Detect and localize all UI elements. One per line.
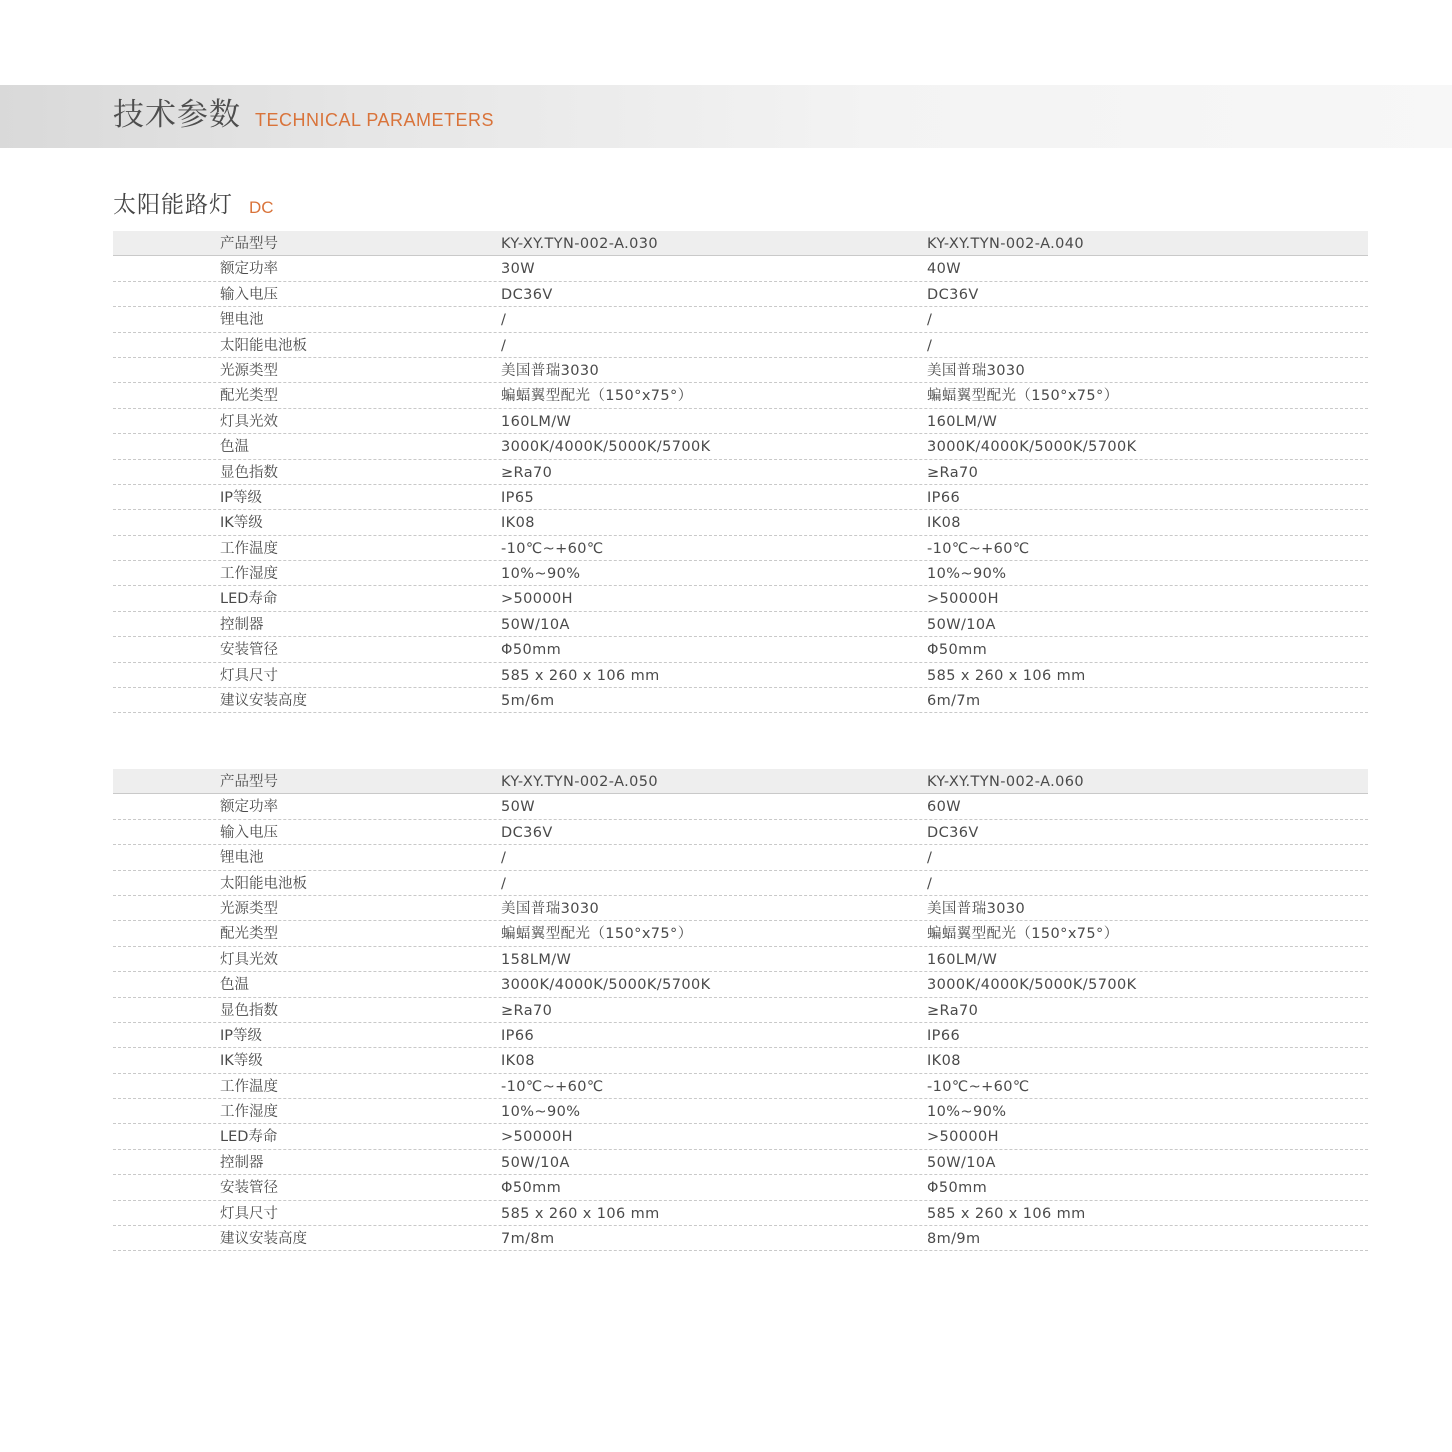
spec-label: 控制器 — [220, 616, 264, 633]
table-row — [113, 282, 1368, 307]
table-row — [113, 972, 1368, 997]
spec-table-1 — [113, 231, 1368, 713]
spec-value-b: IK08 — [927, 515, 961, 532]
spec-value-b: 3000K/4000K/5000K/5700K — [927, 977, 1137, 994]
spec-value-a: 5m/6m — [501, 693, 555, 710]
spec-value-b: Φ50mm — [927, 1180, 988, 1197]
spec-label: 安装管径 — [220, 642, 278, 659]
page-title-english: TECHNICAL PARAMETERS — [255, 110, 495, 130]
table-row — [113, 1201, 1368, 1226]
spec-value-a: ≥Ra70 — [501, 1002, 553, 1019]
spec-value-a: IK08 — [501, 515, 535, 532]
table-row — [113, 409, 1368, 434]
spec-label: 太阳能电池板 — [220, 337, 307, 354]
spec-label: LED寿命 — [220, 1129, 278, 1146]
table-row — [113, 1226, 1368, 1251]
table-row — [113, 485, 1368, 510]
spec-label: 安装管径 — [220, 1180, 278, 1197]
spec-value-a: / — [501, 312, 507, 329]
spec-value-b: 蝙蝠翼型配光（150°x75°） — [927, 926, 1119, 943]
spec-value-a: / — [501, 850, 507, 867]
spec-value-b: -10℃~+60℃ — [927, 1078, 1030, 1095]
table-row — [113, 1175, 1368, 1200]
spec-label: 建议安装高度 — [220, 693, 307, 710]
spec-value-a: 160LM/W — [501, 413, 572, 430]
table-row — [113, 871, 1368, 896]
spec-value-b: 40W — [927, 261, 961, 278]
spec-value-a: IK08 — [501, 1053, 535, 1070]
table-row — [113, 1124, 1368, 1149]
spec-value-b: 6m/7m — [927, 693, 981, 710]
spec-value-b: / — [927, 312, 933, 329]
table-row — [113, 460, 1368, 485]
spec-label: 灯具尺寸 — [220, 667, 278, 684]
spec-value-b: 60W — [927, 799, 961, 816]
spec-label: IK等级 — [220, 515, 263, 532]
spec-value-b: 50W/10A — [927, 1154, 996, 1171]
table-header-row — [113, 231, 1368, 256]
spec-value-b: -10℃~+60℃ — [927, 540, 1030, 557]
spec-value-b: IK08 — [927, 1053, 961, 1070]
section-title: 太阳能路灯 — [113, 192, 233, 218]
table-row — [113, 1099, 1368, 1124]
table-row — [113, 688, 1368, 713]
spec-label: 控制器 — [220, 1154, 264, 1171]
spec-value-a: 50W/10A — [501, 616, 570, 633]
spec-value-b: 10%~90% — [927, 566, 1007, 583]
spec-value-a: Φ50mm — [501, 1180, 562, 1197]
spec-label: 灯具光效 — [220, 413, 278, 430]
spec-value-a: 30W — [501, 261, 535, 278]
spec-value-b: 蝙蝠翼型配光（150°x75°） — [927, 388, 1119, 405]
spec-value-b: IP66 — [927, 489, 961, 506]
spec-value-b: 10%~90% — [927, 1104, 1007, 1121]
table-row — [113, 1023, 1368, 1048]
table-row — [113, 921, 1368, 946]
table-header-row — [113, 769, 1368, 794]
spec-label: 产品型号 — [220, 236, 278, 252]
spec-label: 色温 — [220, 439, 249, 456]
spec-label: 产品型号 — [220, 774, 278, 790]
spec-value-a: 3000K/4000K/5000K/5700K — [501, 977, 711, 994]
table-row — [113, 794, 1368, 819]
spec-label: 光源类型 — [220, 362, 278, 379]
table-row — [113, 536, 1368, 561]
spec-label: 建议安装高度 — [220, 1231, 307, 1248]
spec-value-b: 160LM/W — [927, 951, 998, 968]
spec-label: 工作湿度 — [220, 566, 278, 583]
spec-value-a: 50W/10A — [501, 1154, 570, 1171]
table-row — [113, 586, 1368, 611]
spec-value-b: 8m/9m — [927, 1231, 981, 1248]
spec-value-a: IP66 — [501, 1027, 535, 1044]
spec-label: 额定功率 — [220, 261, 278, 278]
spec-value-b: 50W/10A — [927, 616, 996, 633]
spec-label: 锂电池 — [220, 312, 264, 329]
spec-value-a: 158LM/W — [501, 951, 572, 968]
spec-label: LED寿命 — [220, 591, 278, 608]
spec-value-b: ≥Ra70 — [927, 1002, 979, 1019]
spec-value-b: 585 x 260 x 106 mm — [927, 667, 1086, 684]
spec-value-a: 50W — [501, 799, 535, 816]
spec-label: 工作温度 — [220, 1078, 278, 1095]
spec-value-a: 585 x 260 x 106 mm — [501, 667, 660, 684]
spec-value-a: KY-XY.TYN-002-A.050 — [501, 774, 659, 790]
spec-value-a: DC36V — [501, 286, 553, 303]
spec-value-b: KY-XY.TYN-002-A.040 — [927, 236, 1085, 252]
spec-label: 色温 — [220, 977, 249, 994]
spec-label: 配光类型 — [220, 926, 278, 943]
table-row — [113, 845, 1368, 870]
table-row — [113, 896, 1368, 921]
spec-value-a: >50000H — [501, 591, 573, 608]
spec-label: IP等级 — [220, 489, 263, 506]
spec-value-a: / — [501, 875, 507, 892]
spec-value-b: / — [927, 850, 933, 867]
spec-label: 配光类型 — [220, 388, 278, 405]
spec-label: IP等级 — [220, 1027, 263, 1044]
spec-value-b: 美国普瑞3030 — [927, 900, 1026, 917]
spec-value-a: 7m/8m — [501, 1231, 555, 1248]
spec-value-b: IP66 — [927, 1027, 961, 1044]
spec-label: 太阳能电池板 — [220, 875, 307, 892]
spec-value-b: KY-XY.TYN-002-A.060 — [927, 774, 1085, 790]
spec-value-b: DC36V — [927, 824, 979, 841]
table-row — [113, 256, 1368, 281]
table-row — [113, 383, 1368, 408]
spec-label: 输入电压 — [220, 824, 278, 841]
table-row — [113, 333, 1368, 358]
section-tag: DC — [249, 198, 274, 217]
spec-value-a: 蝙蝠翼型配光（150°x75°） — [501, 926, 693, 943]
table-row — [113, 663, 1368, 688]
spec-value-a: 美国普瑞3030 — [501, 900, 600, 917]
spec-label: 工作湿度 — [220, 1104, 278, 1121]
spec-value-b: 3000K/4000K/5000K/5700K — [927, 439, 1137, 456]
spec-label: 光源类型 — [220, 900, 278, 917]
table-row — [113, 1150, 1368, 1175]
spec-label: 额定功率 — [220, 799, 278, 816]
table-row — [113, 1074, 1368, 1099]
spec-value-a: >50000H — [501, 1129, 573, 1146]
table-row — [113, 1048, 1368, 1073]
spec-label: 显色指数 — [220, 1002, 278, 1019]
spec-label: 输入电压 — [220, 286, 278, 303]
spec-value-a: -10℃~+60℃ — [501, 1078, 604, 1095]
spec-value-b: >50000H — [927, 1129, 999, 1146]
spec-value-a: 10%~90% — [501, 566, 581, 583]
spec-value-b: Φ50mm — [927, 642, 988, 659]
spec-value-b: ≥Ra70 — [927, 464, 979, 481]
spec-value-b: / — [927, 337, 933, 354]
table-row — [113, 307, 1368, 332]
table-row — [113, 612, 1368, 637]
spec-value-b: 美国普瑞3030 — [927, 362, 1026, 379]
spec-value-b: 585 x 260 x 106 mm — [927, 1205, 1086, 1222]
spec-value-a: DC36V — [501, 824, 553, 841]
spec-table-2 — [113, 769, 1368, 1251]
spec-value-a: 3000K/4000K/5000K/5700K — [501, 439, 711, 456]
spec-value-b: >50000H — [927, 591, 999, 608]
table-row — [113, 358, 1368, 383]
table-row — [113, 637, 1368, 662]
spec-value-a: 美国普瑞3030 — [501, 362, 600, 379]
table-row — [113, 561, 1368, 586]
spec-value-b: DC36V — [927, 286, 979, 303]
spec-value-a: -10℃~+60℃ — [501, 540, 604, 557]
spec-value-b: 160LM/W — [927, 413, 998, 430]
table-row — [113, 947, 1368, 972]
spec-value-a: KY-XY.TYN-002-A.030 — [501, 236, 659, 252]
spec-value-a: 585 x 260 x 106 mm — [501, 1205, 660, 1222]
spec-label: 工作温度 — [220, 540, 278, 557]
spec-value-a: ≥Ra70 — [501, 464, 553, 481]
spec-label: 锂电池 — [220, 850, 264, 867]
table-row — [113, 434, 1368, 459]
spec-label: IK等级 — [220, 1053, 263, 1070]
spec-value-a: 10%~90% — [501, 1104, 581, 1121]
spec-label: 灯具尺寸 — [220, 1205, 278, 1222]
spec-value-a: / — [501, 337, 507, 354]
table-row — [113, 510, 1368, 535]
spec-label: 显色指数 — [220, 464, 278, 481]
spec-value-a: Φ50mm — [501, 642, 562, 659]
spec-value-a: IP65 — [501, 489, 535, 506]
spec-label: 灯具光效 — [220, 951, 278, 968]
page-title: 技术参数 — [113, 97, 241, 133]
table-row — [113, 998, 1368, 1023]
spec-value-b: / — [927, 875, 933, 892]
spec-value-a: 蝙蝠翼型配光（150°x75°） — [501, 388, 693, 405]
table-row — [113, 820, 1368, 845]
